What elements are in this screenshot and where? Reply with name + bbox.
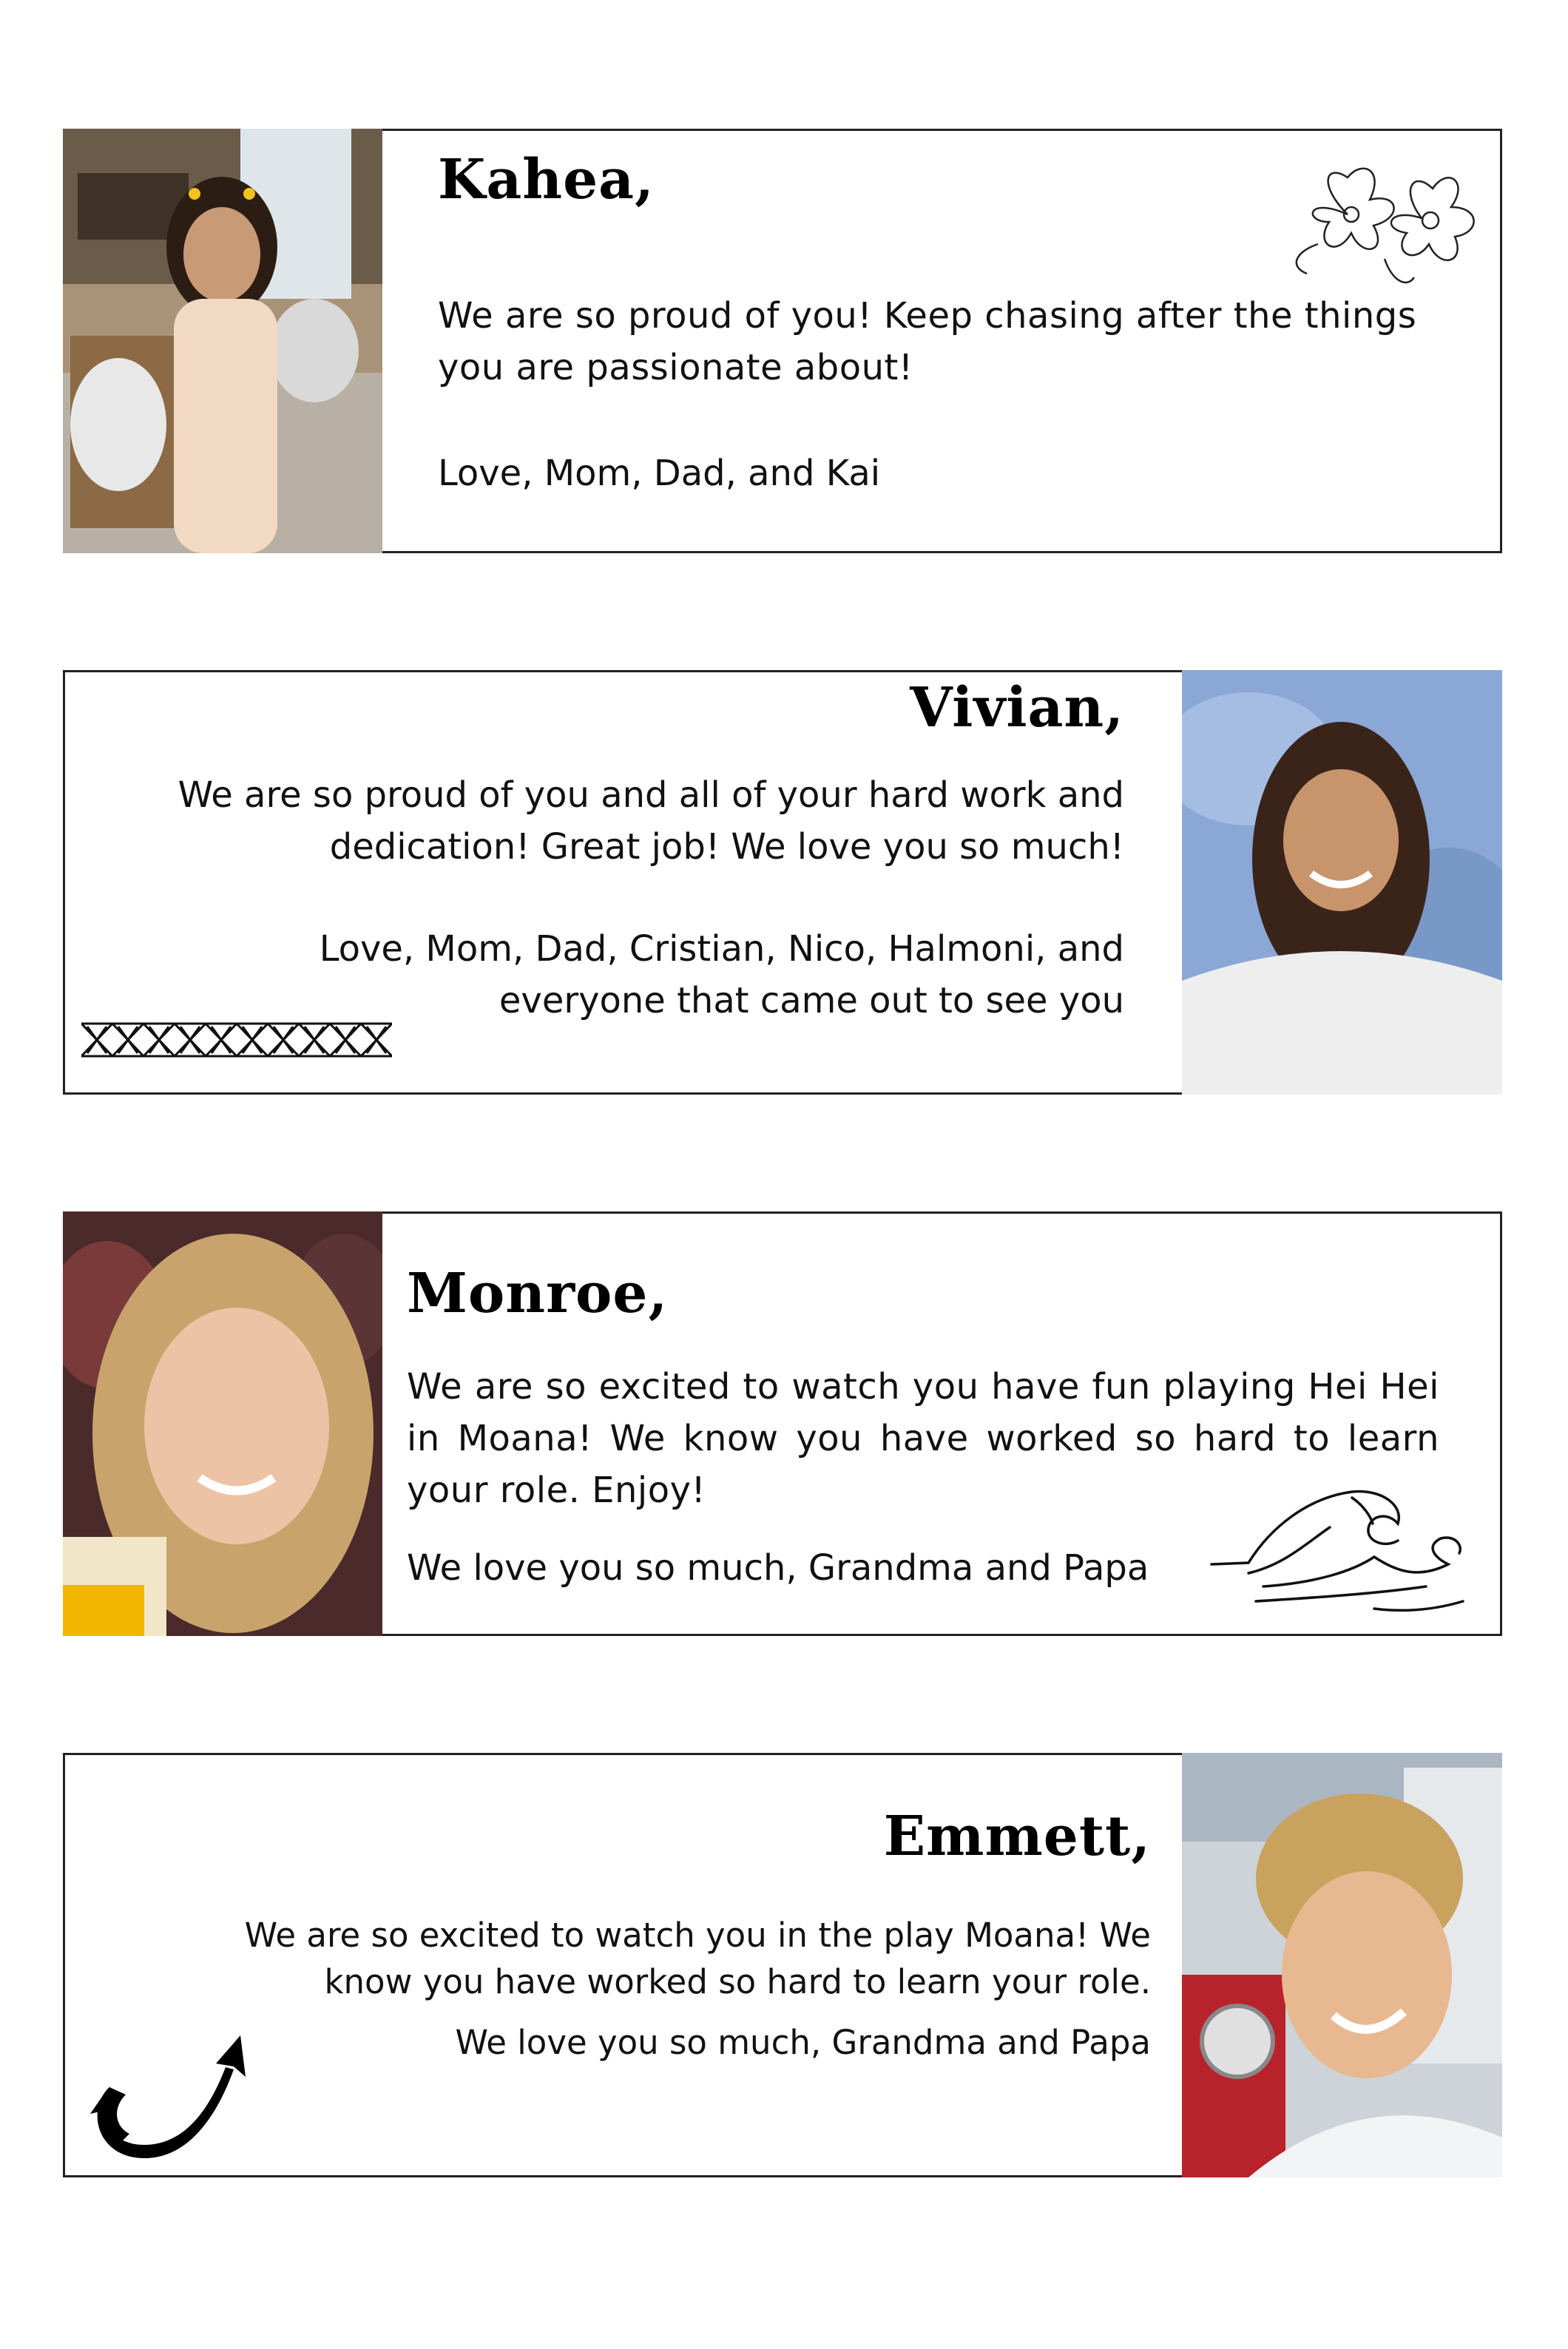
photo-vivian xyxy=(1182,670,1502,1095)
card-name-monroe: Monroe, xyxy=(407,1262,669,1325)
photo-monroe xyxy=(63,1211,382,1636)
fishhook-icon xyxy=(89,2034,251,2160)
card-message-emmett: We are so excited to watch you in the play Moana! We know you have worked so hard to learn your role. xyxy=(244,1916,1151,2001)
card-signature-vivian: Love, Mom, Dad, Cristian, Nico, Halmoni, and everyone that came out to see you xyxy=(319,928,1124,1021)
photo-emmett xyxy=(1182,1753,1502,2177)
card-name-emmett: Emmett, xyxy=(883,1805,1151,1868)
card-name-kahea: Kahea, xyxy=(438,148,655,212)
wave-icon xyxy=(1204,1483,1478,1616)
card-signature-monroe: We love you so much, Grandma and Papa xyxy=(407,1547,1149,1589)
card-message-monroe: We are so excited to watch you have fun playing Hei Hei in Moana! We know you have worked so hard to learn your role. Enjoy! xyxy=(407,1366,1439,1511)
cross-pattern-icon xyxy=(81,1021,392,1059)
card-message-vivian: We are so proud of you and all of your hard work and dedication! Great job! We love you so much! xyxy=(178,774,1124,868)
card-signature-emmett: We love you so much, Grandma and Papa xyxy=(455,2023,1151,2062)
photo-kahea xyxy=(63,129,382,553)
card-name-vivian: Vivian, xyxy=(910,676,1124,740)
flower-icon xyxy=(1274,155,1488,296)
card-signature-kahea: Love, Mom, Dad, and Kai xyxy=(438,453,881,494)
card-message-kahea: We are so proud of you! Keep chasing after the things you are passionate about! xyxy=(438,295,1417,388)
